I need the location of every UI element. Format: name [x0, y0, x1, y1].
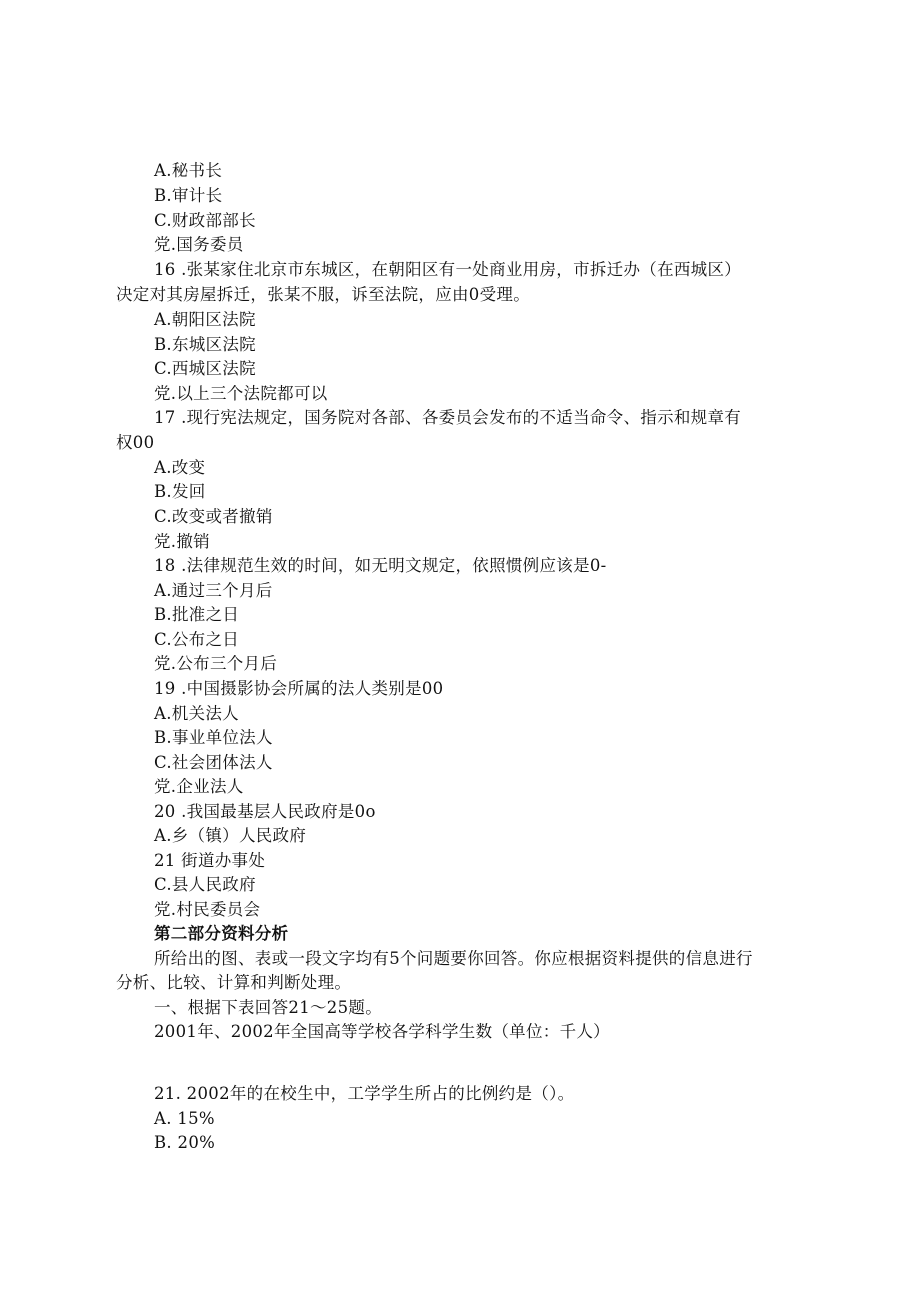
- q19-option-a: A.机关法人: [154, 704, 239, 723]
- question-18: 18 .法律规范生效的时间，如无明文规定，依照惯例应该是0-: [154, 556, 607, 575]
- section-intro-line-1: 所给出的图、表或一段文字均有5个问题要你回答。你应根据资料提供的信息进行: [154, 949, 753, 968]
- question-19: 19 .中国摄影协会所属的法人类别是00: [154, 679, 444, 698]
- q17-option-d: 党.撤销: [154, 532, 210, 551]
- q16-option-a: A.朝阳区法院: [154, 310, 256, 329]
- table-caption: 2001年、2002年全国高等学校各学科学生数（单位：千人）: [154, 1022, 610, 1041]
- option-a-secretary-general: A.秘书长: [154, 161, 223, 180]
- q20-option-b: 21 街道办事处: [154, 851, 266, 870]
- q19-option-b: B.事业单位法人: [154, 728, 273, 747]
- q20-option-d: 党.村民委员会: [154, 900, 261, 919]
- q18-option-d: 党.公布三个月后: [154, 654, 278, 673]
- q20-option-a: A.乡（镇）人民政府: [154, 826, 307, 845]
- q16-option-b: B.东城区法院: [154, 335, 256, 354]
- q17-option-a: A.改变: [154, 458, 206, 477]
- question-17-line-1: 17 .现行宪法规定，国务院对各部、各委员会发布的不适当命令、指示和规章有: [154, 408, 742, 427]
- q17-option-c: C.改变或者撤销: [154, 507, 273, 526]
- q20-option-c: C.县人民政府: [154, 875, 256, 894]
- question-16-line-1: 16 .张某家住北京市东城区，在朝阳区有一处商业用房，市拆迁办（在西城区）: [154, 260, 742, 279]
- q21-option-b: B. 20%: [154, 1133, 216, 1152]
- question-21: 21. 2002年的在校生中，工学学生所占的比例约是（）。: [154, 1084, 575, 1103]
- q16-option-c: C.西城区法院: [154, 359, 256, 378]
- question-17-line-2: 权00: [116, 433, 155, 452]
- q18-option-a: A.通过三个月后: [154, 581, 273, 600]
- section-heading: 第二部分资料分析: [154, 924, 289, 943]
- option-c-finance-minister: C.财政部部长: [154, 211, 256, 230]
- q19-option-d: 党.企业法人: [154, 777, 244, 796]
- question-16-line-2: 决定对其房屋拆迁，张某不服，诉至法院，应由0受理。: [116, 285, 530, 304]
- question-20: 20 .我国最基层人民政府是0o: [154, 802, 376, 821]
- q21-option-a: A. 15%: [154, 1109, 215, 1128]
- q16-option-d: 党.以上三个法院都可以: [154, 384, 328, 403]
- option-b-auditor-general: B.审计长: [154, 186, 223, 205]
- q18-option-b: B.批准之日: [154, 605, 240, 624]
- q17-option-b: B.发回: [154, 482, 206, 501]
- q19-option-c: C.社会团体法人: [154, 753, 273, 772]
- section-intro-line-2: 分析、比较、计算和判断处理。: [116, 973, 352, 992]
- table-instruction: 一、根据下表回答21～25题。: [154, 998, 382, 1017]
- q18-option-c: C.公布之日: [154, 630, 240, 649]
- option-d-state-councilor: 党.国务委员: [154, 235, 244, 254]
